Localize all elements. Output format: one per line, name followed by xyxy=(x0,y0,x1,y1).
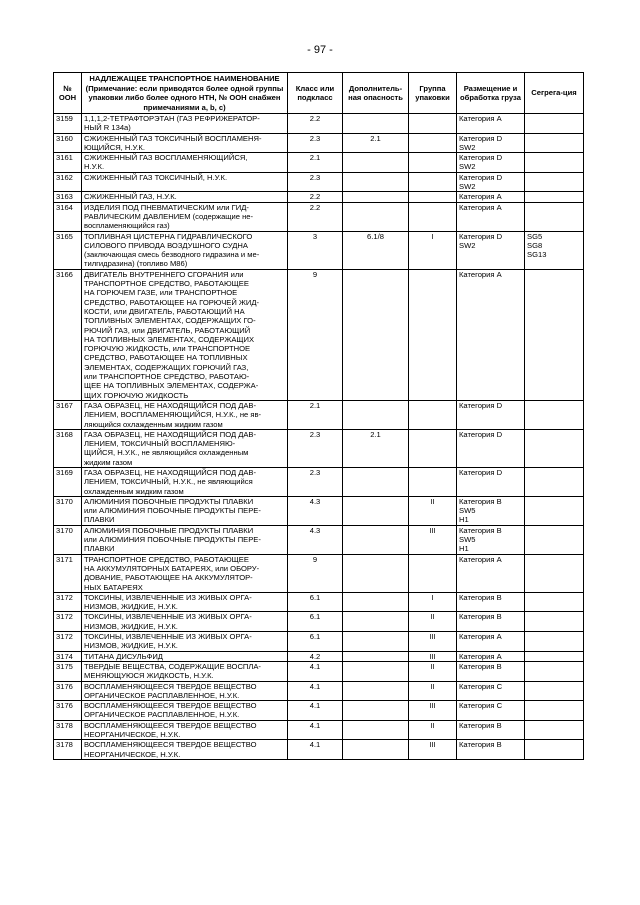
shipping-name-cell: СЖИЖЕННЫЙ ГАЗ ВОСПЛАМЕНЯЮЩИЙСЯ, Н.У.К. xyxy=(82,153,288,173)
segregation-cell xyxy=(525,400,584,429)
stowage-cell: Категория A xyxy=(457,192,525,202)
stowage-cell: Категория C xyxy=(457,701,525,721)
packing-group-cell xyxy=(409,114,457,134)
segregation-cell xyxy=(525,192,584,202)
shipping-name-cell: ГАЗА ОБРАЗЕЦ, НЕ НАХОДЯЩИЙСЯ ПОД ДАВ- ЛЕНИЕМ, ТОКСИЧНЫЙ, Н.У.К., не являющийся охлажденным жидким газом xyxy=(82,467,288,496)
packing-group-cell xyxy=(409,429,457,467)
class-cell: 9 xyxy=(288,269,343,400)
un-cell: 3169 xyxy=(54,467,82,496)
header-packing-group: Группа упаковки xyxy=(409,73,457,114)
shipping-name-cell: ТРАНСПОРТНОЕ СРЕДСТВО, РАБОТАЮЩЕЕ НА АККУМУЛЯТОРНЫХ БАТАРЕЯХ, или ОБОРУ- ДОВАНИЕ, РАБОТАЮЩЕЕ НА АККУМУЛЯТОР- НЫХ БАТАРЕЯХ xyxy=(82,554,288,592)
stowage-cell: Категория A xyxy=(457,554,525,592)
subsidiary-risk-cell: 2.1 xyxy=(343,429,409,467)
un-cell: 3172 xyxy=(54,632,82,652)
stowage-cell: Категория D xyxy=(457,400,525,429)
subsidiary-risk-cell xyxy=(343,269,409,400)
segregation-cell xyxy=(525,153,584,173)
packing-group-cell: I xyxy=(409,592,457,612)
table-row xyxy=(54,231,584,269)
table-body xyxy=(54,114,584,760)
un-cell: 3167 xyxy=(54,400,82,429)
class-cell: 4.1 xyxy=(288,681,343,701)
packing-group-cell: I xyxy=(409,231,457,269)
un-cell: 3171 xyxy=(54,554,82,592)
subsidiary-risk-cell xyxy=(343,496,409,525)
header-class: Класс или подкласс xyxy=(288,73,343,114)
class-cell: 2.3 xyxy=(288,133,343,153)
table-row xyxy=(54,192,584,202)
packing-group-cell xyxy=(409,153,457,173)
packing-group-cell xyxy=(409,269,457,400)
class-cell: 6.1 xyxy=(288,632,343,652)
stowage-cell: Категория D SW2 xyxy=(457,172,525,192)
subsidiary-risk-cell xyxy=(343,651,409,661)
stowage-cell: Категория D SW2 xyxy=(457,231,525,269)
subsidiary-risk-cell xyxy=(343,202,409,231)
segregation-cell xyxy=(525,202,584,231)
stowage-cell: Категория B xyxy=(457,720,525,740)
packing-group-cell: II xyxy=(409,681,457,701)
segregation-cell xyxy=(525,740,584,760)
table-row xyxy=(54,400,584,429)
segregation-cell xyxy=(525,661,584,681)
class-cell: 4.1 xyxy=(288,661,343,681)
class-cell: 2.1 xyxy=(288,153,343,173)
segregation-cell xyxy=(525,554,584,592)
shipping-name-cell: ТОПЛИВНАЯ ЦИСТЕРНА ГИДРАВЛИЧЕСКОГО СИЛОВОГО ПРИВОДА ВОЗДУШНОГО СУДНА (заключающая смесь безводного гидразина и ме- тилгидразина) (топливо М86) xyxy=(82,231,288,269)
shipping-name-cell: ВОСПЛАМЕНЯЮЩЕЕСЯ ТВЕРДОЕ ВЕЩЕСТВО ОРГАНИЧЕСКОЕ РАСПЛАВЛЕННОЕ, Н.У.К. xyxy=(82,681,288,701)
un-cell: 3176 xyxy=(54,701,82,721)
shipping-name-cell: АЛЮМИНИЯ ПОБОЧНЫЕ ПРОДУКТЫ ПЛАВКИ или АЛЮМИНИЯ ПОБОЧНЫЕ ПРОДУКТЫ ПЕРЕ- ПЛАВКИ xyxy=(82,525,288,554)
header-subsidiary-risk: Дополнитель-ная опасность xyxy=(343,73,409,114)
stowage-cell: Категория A xyxy=(457,651,525,661)
subsidiary-risk-cell: 2.1 xyxy=(343,133,409,153)
table-row xyxy=(54,133,584,153)
un-cell: 3178 xyxy=(54,740,82,760)
header-segregation: Сегрега-ция xyxy=(525,73,584,114)
header-un-number: № ООН xyxy=(54,73,82,114)
stowage-cell: Категория B xyxy=(457,661,525,681)
packing-group-cell xyxy=(409,554,457,592)
shipping-name-cell: 1,1,1,2-ТЕТРАФТОРЭТАН (ГАЗ РЕФРИЖЕРАТОР- НЫЙ R 134a) xyxy=(82,114,288,134)
table-row xyxy=(54,172,584,192)
class-cell: 2.3 xyxy=(288,429,343,467)
shipping-name-cell: ИЗДЕЛИЯ ПОД ПНЕВМАТИЧЕСКИМ или ГИД- РАВЛИЧЕСКИМ ДАВЛЕНИЕМ (содержащие не- воспламеняющийся газ) xyxy=(82,202,288,231)
table-row xyxy=(54,153,584,173)
shipping-name-cell: ТИТАНА ДИСУЛЬФИД xyxy=(82,651,288,661)
subsidiary-risk-cell xyxy=(343,525,409,554)
un-cell: 3163 xyxy=(54,192,82,202)
shipping-name-cell: ДВИГАТЕЛЬ ВНУТРЕННЕГО СГОРАНИЯ или ТРАНСПОРТНОЕ СРЕДСТВО, РАБОТАЮЩЕЕ НА ГОРЮЧЕМ ГАЗЕ, или ТРАНСПОРТНОЕ СРЕДСТВО, РАБОТАЮЩЕЕ НА ГОРЮЧЕЙ ЖИД- КОСТИ, или ДВИГАТЕЛЬ, РАБОТАЮЩИЙ НА ТОПЛИВНЫХ ЭЛЕМЕНТАХ, СОДЕРЖАЩИХ ГО- РЮЧИЙ ГАЗ, или ДВИГАТЕЛЬ, РАБОТАЮЩИЙ НА ТОПЛИВНЫХ ЭЛЕМЕНТАХ, СОДЕРЖАЩИХ ГОРЮЧУЮ ЖИДКОСТЬ, или ТРАНСПОРТНОЕ СРЕДСТВО, РАБОТАЮЩЕЕ НА ТОПЛИВНЫХ ЭЛЕМЕНТАХ, СОДЕРЖАЩИХ ГОРЮЧИЙ ГАЗ, или ТРАНСПОРТНОЕ СРЕДСТВО, РАБОТАЮ- ЩЕЕ НА ТОПЛИВНЫХ ЭЛЕМЕНТАХ, СОДЕРЖА- ЩИХ ГОРЮЧУЮ ЖИДКОСТЬ xyxy=(82,269,288,400)
class-cell: 6.1 xyxy=(288,612,343,632)
table-row xyxy=(54,554,584,592)
segregation-cell xyxy=(525,467,584,496)
packing-group-cell: III xyxy=(409,525,457,554)
packing-group-cell: II xyxy=(409,612,457,632)
header-stowage: Размещение и обработка груза xyxy=(457,73,525,114)
table-row xyxy=(54,429,584,467)
subsidiary-risk-cell xyxy=(343,701,409,721)
stowage-cell: Категория D xyxy=(457,429,525,467)
table-header-row xyxy=(54,73,584,114)
packing-group-cell xyxy=(409,133,457,153)
segregation-cell xyxy=(525,681,584,701)
class-cell: 9 xyxy=(288,554,343,592)
shipping-name-cell: ВОСПЛАМЕНЯЮЩЕЕСЯ ТВЕРДОЕ ВЕЩЕСТВО НЕОРГАНИЧЕСКОЕ, Н.У.К. xyxy=(82,720,288,740)
segregation-cell xyxy=(525,632,584,652)
dangerous-goods-table xyxy=(53,72,584,760)
subsidiary-risk-cell xyxy=(343,612,409,632)
un-cell: 3172 xyxy=(54,612,82,632)
stowage-cell: Категория A xyxy=(457,269,525,400)
packing-group-cell xyxy=(409,400,457,429)
subsidiary-risk-cell xyxy=(343,192,409,202)
un-cell: 3159 xyxy=(54,114,82,134)
un-cell: 3178 xyxy=(54,720,82,740)
un-cell: 3161 xyxy=(54,153,82,173)
table-row xyxy=(54,701,584,721)
segregation-cell xyxy=(525,429,584,467)
subsidiary-risk-cell xyxy=(343,740,409,760)
stowage-cell: Категория B xyxy=(457,612,525,632)
stowage-cell: Категория D xyxy=(457,467,525,496)
subsidiary-risk-cell xyxy=(343,467,409,496)
packing-group-cell xyxy=(409,192,457,202)
subsidiary-risk-cell xyxy=(343,153,409,173)
table-row xyxy=(54,681,584,701)
class-cell: 3 xyxy=(288,231,343,269)
class-cell: 4.1 xyxy=(288,740,343,760)
table-row xyxy=(54,651,584,661)
page-number: - 97 - xyxy=(307,44,333,56)
class-cell: 4.3 xyxy=(288,496,343,525)
shipping-name-cell: ВОСПЛАМЕНЯЮЩЕЕСЯ ТВЕРДОЕ ВЕЩЕСТВО НЕОРГАНИЧЕСКОЕ, Н.У.К. xyxy=(82,740,288,760)
class-cell: 2.2 xyxy=(288,192,343,202)
segregation-cell xyxy=(525,269,584,400)
stowage-cell: Категория C xyxy=(457,681,525,701)
packing-group-cell xyxy=(409,172,457,192)
un-cell: 3174 xyxy=(54,651,82,661)
segregation-cell xyxy=(525,114,584,134)
shipping-name-cell: ГАЗА ОБРАЗЕЦ, НЕ НАХОДЯЩИЙСЯ ПОД ДАВ- ЛЕНИЕМ, ВОСПЛАМЕНЯЮЩИЙСЯ, Н.У.К., не яв- ляющийся охлажденным жидким газом xyxy=(82,400,288,429)
class-cell: 2.2 xyxy=(288,114,343,134)
table-row xyxy=(54,496,584,525)
table-row xyxy=(54,720,584,740)
packing-group-cell xyxy=(409,467,457,496)
class-cell: 2.3 xyxy=(288,467,343,496)
table-row xyxy=(54,612,584,632)
class-cell: 6.1 xyxy=(288,592,343,612)
shipping-name-cell: ТОКСИНЫ, ИЗВЛЕЧЕННЫЕ ИЗ ЖИВЫХ ОРГА- НИЗМОВ, ЖИДКИЕ, Н.У.К. xyxy=(82,612,288,632)
stowage-cell: Категория B xyxy=(457,740,525,760)
stowage-cell: Категория A xyxy=(457,202,525,231)
packing-group-cell: II xyxy=(409,496,457,525)
table-row xyxy=(54,467,584,496)
un-cell: 3175 xyxy=(54,661,82,681)
class-cell: 4.1 xyxy=(288,701,343,721)
table-row xyxy=(54,661,584,681)
segregation-cell xyxy=(525,592,584,612)
shipping-name-cell: ГАЗА ОБРАЗЕЦ, НЕ НАХОДЯЩИЙСЯ ПОД ДАВ- ЛЕНИЕМ, ТОКСИЧНЫЙ ВОСПЛАМЕНЯЮ- ЩИЙСЯ, Н.У.К., не являющийся охлажденным жидким газом xyxy=(82,429,288,467)
segregation-cell xyxy=(525,701,584,721)
class-cell: 4.2 xyxy=(288,651,343,661)
segregation-cell xyxy=(525,651,584,661)
stowage-cell: Категория D SW2 xyxy=(457,153,525,173)
shipping-name-cell: СЖИЖЕННЫЙ ГАЗ ТОКСИЧНЫЙ, Н.У.К. xyxy=(82,172,288,192)
subsidiary-risk-cell xyxy=(343,400,409,429)
subsidiary-risk-cell: 6.1/8 xyxy=(343,231,409,269)
un-cell: 3162 xyxy=(54,172,82,192)
subsidiary-risk-cell xyxy=(343,172,409,192)
segregation-cell: SG5 SG8 SG13 xyxy=(525,231,584,269)
class-cell: 4.1 xyxy=(288,720,343,740)
stowage-cell: Категория D SW2 xyxy=(457,133,525,153)
stowage-cell: Категория B SW5 H1 xyxy=(457,496,525,525)
un-cell: 3170 xyxy=(54,496,82,525)
packing-group-cell: II xyxy=(409,661,457,681)
packing-group-cell: III xyxy=(409,632,457,652)
shipping-name-cell: ВОСПЛАМЕНЯЮЩЕЕСЯ ТВЕРДОЕ ВЕЩЕСТВО ОРГАНИЧЕСКОЕ РАСПЛАВЛЕННОЕ, Н.У.К. xyxy=(82,701,288,721)
subsidiary-risk-cell xyxy=(343,720,409,740)
subsidiary-risk-cell xyxy=(343,661,409,681)
un-cell: 3160 xyxy=(54,133,82,153)
un-cell: 3170 xyxy=(54,525,82,554)
table-row xyxy=(54,202,584,231)
table-row xyxy=(54,632,584,652)
stowage-cell: Категория A xyxy=(457,632,525,652)
segregation-cell xyxy=(525,720,584,740)
un-cell: 3166 xyxy=(54,269,82,400)
segregation-cell xyxy=(525,525,584,554)
header-shipping-name: НАДЛЕЖАЩЕЕ ТРАНСПОРТНОЕ НАИМЕНОВАНИЕ (Примечание: если приводятся более одной группы упаковки либо более одного НТН, № ООН снабжен примечаниями a, b, c) xyxy=(82,73,288,114)
table-row xyxy=(54,114,584,134)
segregation-cell xyxy=(525,133,584,153)
un-cell: 3165 xyxy=(54,231,82,269)
class-cell: 4.3 xyxy=(288,525,343,554)
packing-group-cell: III xyxy=(409,740,457,760)
table-row xyxy=(54,740,584,760)
packing-group-cell: III xyxy=(409,651,457,661)
un-cell: 3172 xyxy=(54,592,82,612)
subsidiary-risk-cell xyxy=(343,554,409,592)
segregation-cell xyxy=(525,496,584,525)
stowage-cell: Категория B SW5 H1 xyxy=(457,525,525,554)
segregation-cell xyxy=(525,172,584,192)
stowage-cell: Категория A xyxy=(457,114,525,134)
shipping-name-cell: ТОКСИНЫ, ИЗВЛЕЧЕННЫЕ ИЗ ЖИВЫХ ОРГА- НИЗМОВ, ЖИДКИЕ, Н.У.К. xyxy=(82,632,288,652)
un-cell: 3164 xyxy=(54,202,82,231)
subsidiary-risk-cell xyxy=(343,592,409,612)
packing-group-cell: III xyxy=(409,701,457,721)
class-cell: 2.3 xyxy=(288,172,343,192)
stowage-cell: Категория B xyxy=(457,592,525,612)
shipping-name-cell: ТВЕРДЫЕ ВЕЩЕСТВА, СОДЕРЖАЩИЕ ВОСПЛА- МЕНЯЮЩУЮСЯ ЖИДКОСТЬ, Н.У.К. xyxy=(82,661,288,681)
shipping-name-cell: СЖИЖЕННЫЙ ГАЗ ТОКСИЧНЫЙ ВОСПЛАМЕНЯ- ЮЩИЙСЯ, Н.У.К. xyxy=(82,133,288,153)
packing-group-cell: II xyxy=(409,720,457,740)
class-cell: 2.2 xyxy=(288,202,343,231)
table-row xyxy=(54,592,584,612)
table-row xyxy=(54,525,584,554)
shipping-name-cell: СЖИЖЕННЫЙ ГАЗ, Н.У.К. xyxy=(82,192,288,202)
packing-group-cell xyxy=(409,202,457,231)
subsidiary-risk-cell xyxy=(343,681,409,701)
shipping-name-cell: АЛЮМИНИЯ ПОБОЧНЫЕ ПРОДУКТЫ ПЛАВКИ или АЛЮМИНИЯ ПОБОЧНЫЕ ПРОДУКТЫ ПЕРЕ- ПЛАВКИ xyxy=(82,496,288,525)
subsidiary-risk-cell xyxy=(343,114,409,134)
table-row xyxy=(54,269,584,400)
segregation-cell xyxy=(525,612,584,632)
class-cell: 2.1 xyxy=(288,400,343,429)
un-cell: 3168 xyxy=(54,429,82,467)
subsidiary-risk-cell xyxy=(343,632,409,652)
shipping-name-cell: ТОКСИНЫ, ИЗВЛЕЧЕННЫЕ ИЗ ЖИВЫХ ОРГА- НИЗМОВ, ЖИДКИЕ, Н.У.К. xyxy=(82,592,288,612)
un-cell: 3176 xyxy=(54,681,82,701)
